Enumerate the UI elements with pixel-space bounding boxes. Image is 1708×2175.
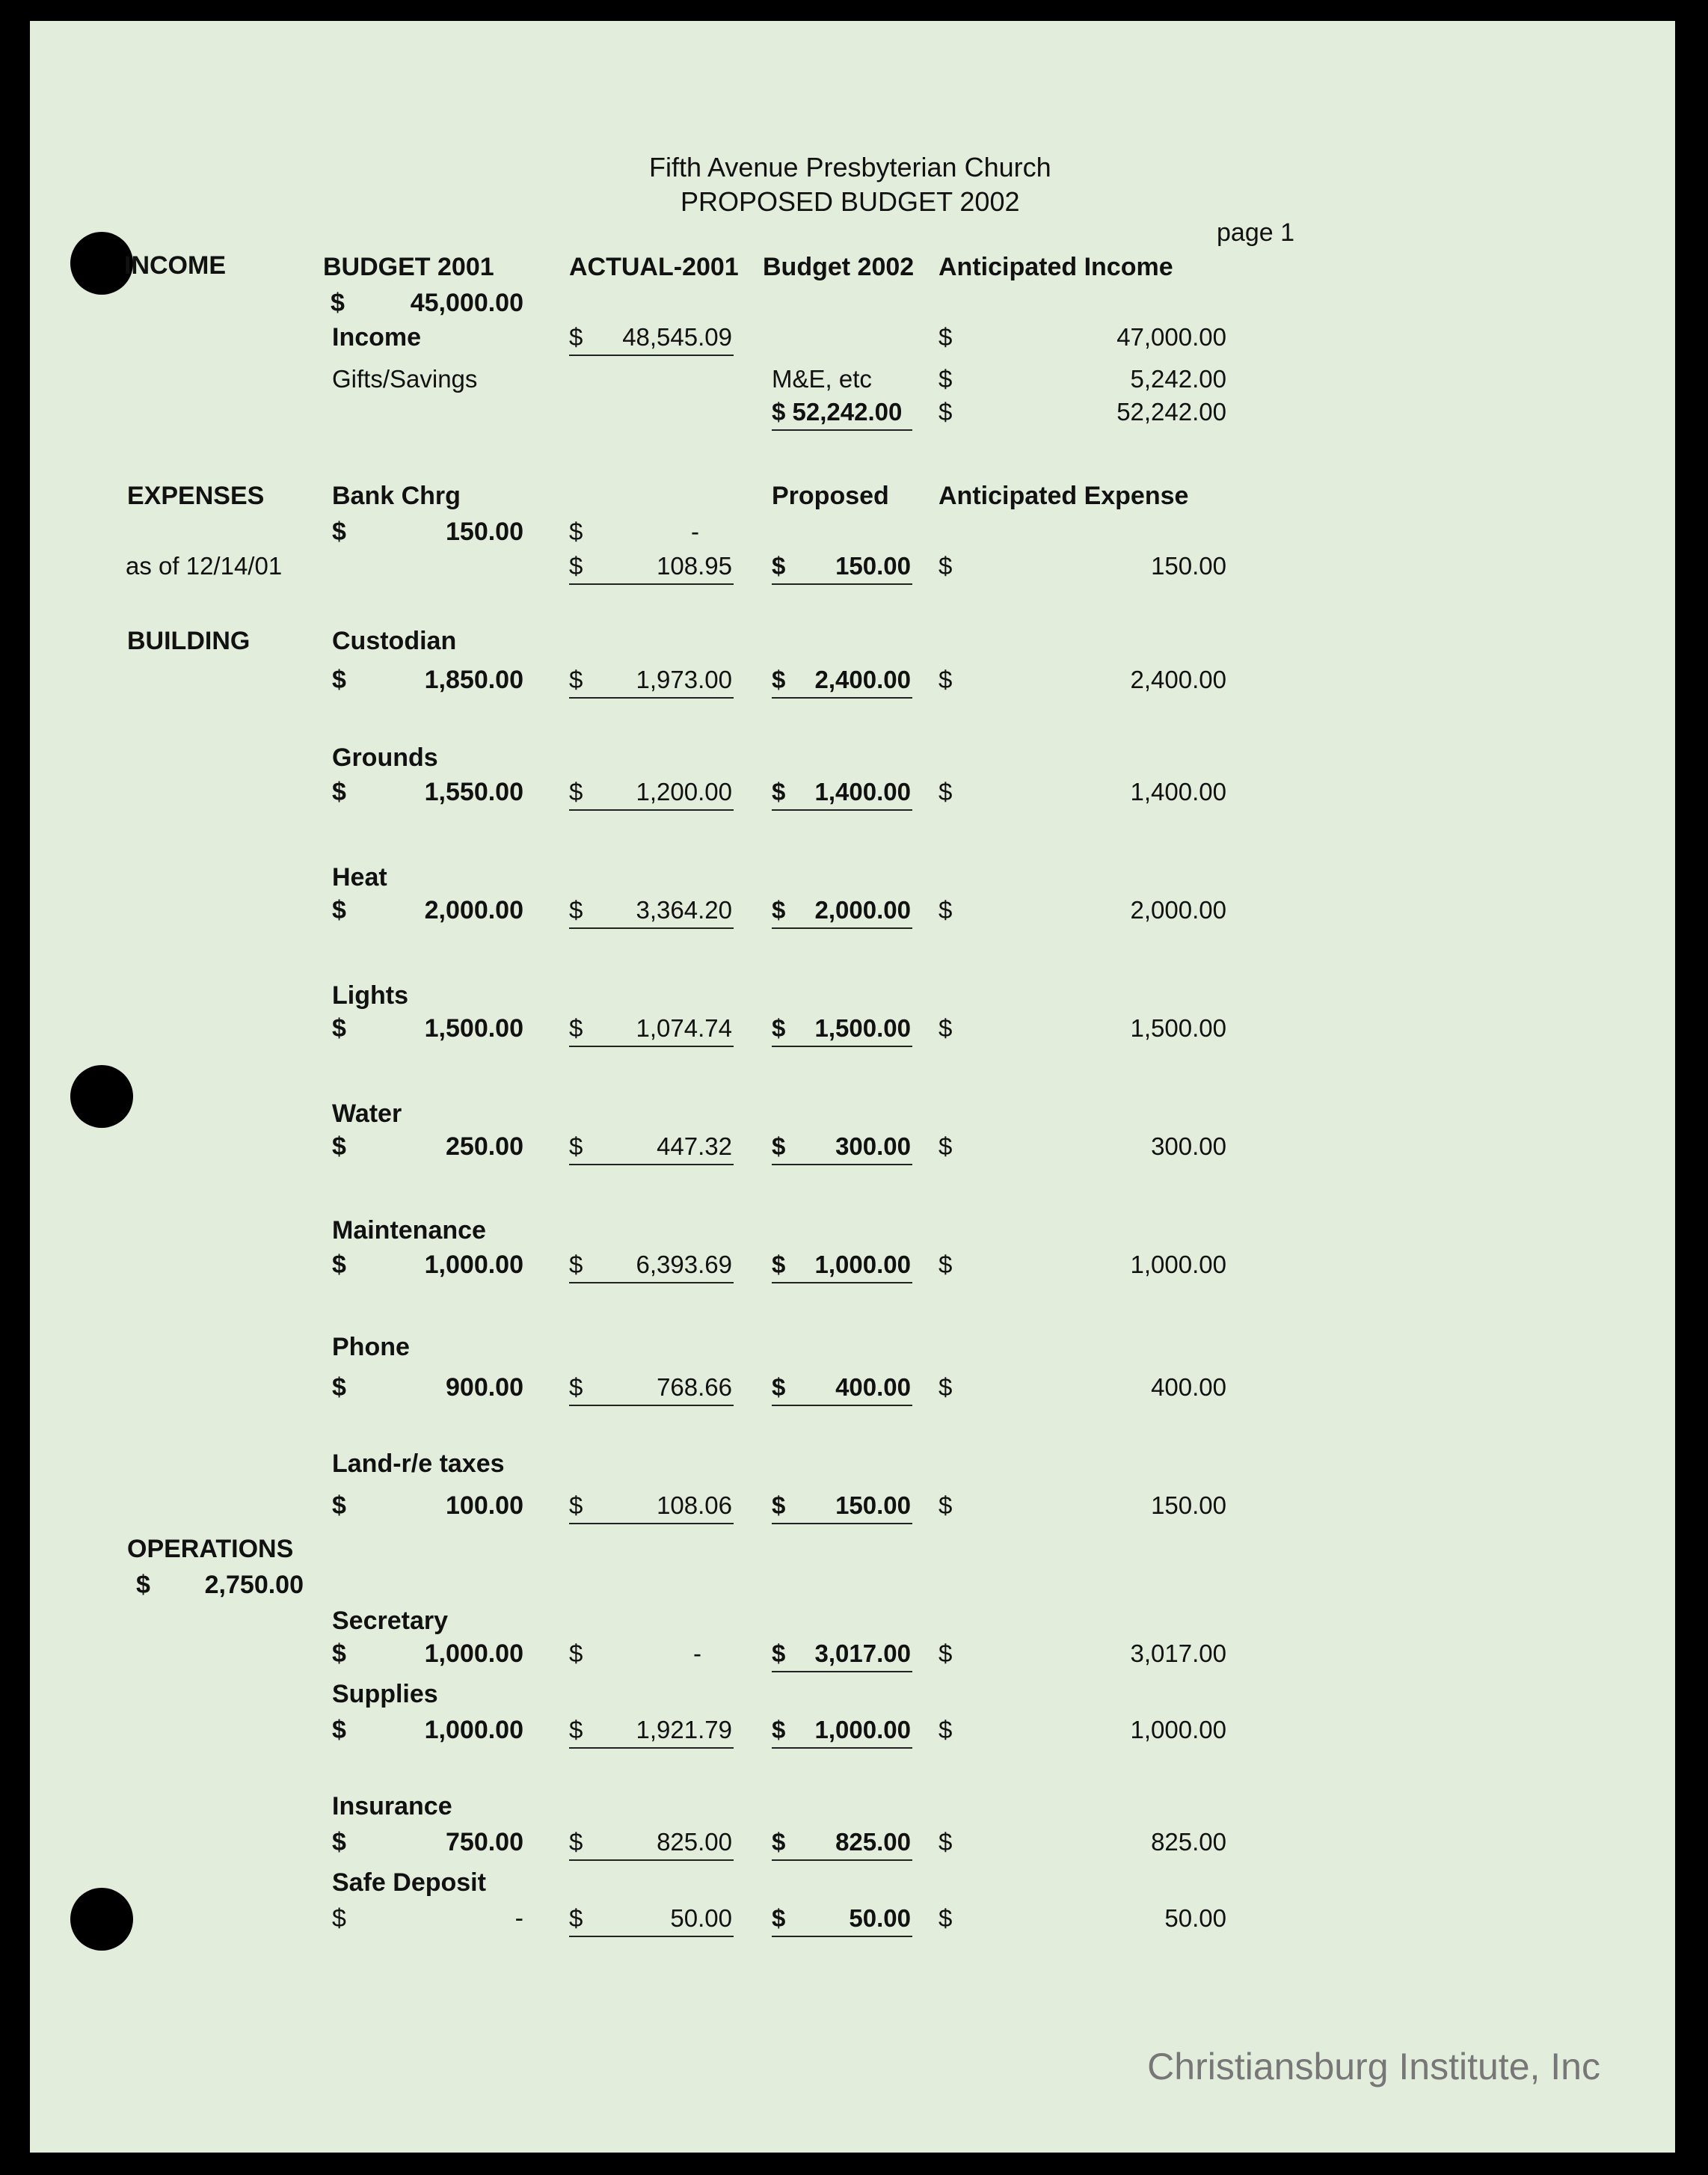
bank-actual-dash: - [691, 518, 699, 545]
income-budget-2001-value: 45,000.00 [410, 289, 523, 317]
lights-label: Lights [332, 981, 408, 1010]
heat-budget-2001-value: 2,000.00 [424, 896, 523, 924]
land-r-e-taxes-anticipated-value: 150.00 [1151, 1491, 1226, 1519]
bank-anticipated-value: 150.00 [1151, 552, 1226, 580]
heat-actual-2001-value: 3,364.20 [636, 896, 732, 924]
supplies-budget-2001-value: 1,000.00 [424, 1716, 523, 1744]
safe-deposit-budget-2001-value: - [514, 1904, 523, 1933]
water-actual-2001-dollar: $ [569, 1132, 583, 1160]
income-actual-cell [569, 323, 734, 356]
secretary-budget-2001-value: 1,000.00 [424, 1639, 523, 1668]
custodian-anticipated-dollar: $ [939, 666, 953, 693]
secretary-budget-2002-dollar: $ [772, 1639, 786, 1667]
bank-actual-dollar-top: $ [569, 518, 583, 545]
lights-anticipated-value: 1,500.00 [1130, 1014, 1226, 1042]
bank-actual-dollar: $ [569, 552, 583, 580]
heat-budget-2001-dollar: $ [332, 896, 346, 924]
water-budget-2002-cell [772, 1132, 912, 1165]
water-budget-2002-dollar: $ [772, 1132, 786, 1160]
lights-actual-2001-cell [569, 1014, 734, 1047]
water-actual-2001-cell [569, 1132, 734, 1165]
bank-proposed-cell [772, 552, 912, 585]
col-header-budget-2001: BUDGET 2001 [323, 253, 494, 281]
bank-proposed-value: 150.00 [835, 552, 911, 580]
maintenance-anticipated-value: 1,000.00 [1130, 1251, 1226, 1278]
safe-deposit-anticipated-dollar: $ [939, 1904, 953, 1932]
bank-actual-cell [569, 552, 734, 585]
secretary-actual-2001-value: - [693, 1639, 701, 1667]
income-total-budget: $ 52,242.00 [772, 398, 903, 426]
insurance-budget-2002-dollar: $ [772, 1828, 786, 1856]
heat-budget-2002-value: 2,000.00 [814, 896, 911, 924]
insurance-label: Insurance [332, 1792, 452, 1820]
insurance-budget-2002-cell [772, 1828, 912, 1861]
insurance-budget-2002-value: 825.00 [835, 1828, 911, 1856]
lights-budget-2002-value: 1,500.00 [814, 1014, 911, 1042]
land-r-e-taxes-budget-2001-value: 100.00 [446, 1491, 523, 1520]
safe-deposit-budget-2002-cell [772, 1904, 912, 1937]
page-number: page 1 [1217, 218, 1294, 247]
phone-budget-2002-dollar: $ [772, 1373, 786, 1401]
custodian-label: Custodian [332, 627, 457, 655]
income-budget-dollar: $ [331, 289, 345, 317]
safe-deposit-budget-2002-value: 50.00 [849, 1904, 911, 1932]
supplies-budget-2002-value: 1,000.00 [814, 1716, 911, 1743]
gifts-savings-label: Gifts/Savings [332, 365, 478, 393]
supplies-budget-2002-dollar: $ [772, 1716, 786, 1743]
insurance-actual-2001-cell [569, 1828, 734, 1861]
heat-actual-2001-dollar: $ [569, 896, 583, 924]
water-budget-2001-dollar: $ [332, 1132, 346, 1161]
grounds-anticipated-dollar: $ [939, 778, 953, 806]
anticipated-expense-col-header: Anticipated Expense [939, 482, 1189, 510]
secretary-budget-2001-dollar: $ [332, 1639, 346, 1668]
operations-total-dollar: $ [136, 1571, 150, 1599]
supplies-actual-2001-cell [569, 1716, 734, 1749]
income-actual-dollar: $ [569, 323, 583, 351]
grounds-budget-2001-value: 1,550.00 [424, 778, 523, 806]
bank-actual-value: 108.95 [657, 552, 732, 580]
income-total-anticipated-dollar: $ [939, 398, 953, 426]
maintenance-actual-2001-value: 6,393.69 [636, 1251, 732, 1278]
water-label: Water [332, 1099, 402, 1128]
supplies-budget-2001-dollar: $ [332, 1716, 346, 1744]
col-header-anticipated-income: Anticipated Income [939, 253, 1173, 281]
safe-deposit-actual-2001-cell [569, 1904, 734, 1937]
lights-budget-2002-dollar: $ [772, 1014, 786, 1042]
binder-hole-middle [70, 1065, 133, 1128]
income-anticipated-dollar: $ [939, 323, 953, 351]
building-section-label: BUILDING [127, 627, 251, 655]
phone-label: Phone [332, 1333, 410, 1361]
secretary-actual-2001-cell [569, 1639, 734, 1668]
custodian-budget-2002-dollar: $ [772, 666, 786, 693]
maintenance-budget-2001-value: 1,000.00 [424, 1251, 523, 1279]
col-header-actual-2001: ACTUAL-2001 [569, 253, 739, 281]
phone-actual-2001-cell [569, 1373, 734, 1406]
bank-anticipated-dollar: $ [939, 552, 953, 580]
water-budget-2002-value: 300.00 [835, 1132, 911, 1160]
maintenance-actual-2001-cell [569, 1251, 734, 1283]
grounds-budget-2002-value: 1,400.00 [814, 778, 911, 806]
supplies-actual-2001-dollar: $ [569, 1716, 583, 1743]
bank-budget-value: 150.00 [446, 518, 523, 546]
grounds-anticipated-value: 1,400.00 [1130, 778, 1226, 806]
insurance-budget-2001-value: 750.00 [446, 1828, 523, 1856]
water-budget-2001-value: 250.00 [446, 1132, 523, 1161]
heat-budget-2002-cell [772, 896, 912, 929]
secretary-budget-2002-value: 3,017.00 [814, 1639, 911, 1667]
budget-document [30, 21, 1675, 2153]
custodian-actual-2001-value: 1,973.00 [636, 666, 732, 693]
heat-anticipated-value: 2,000.00 [1130, 896, 1226, 924]
grounds-label: Grounds [332, 743, 438, 772]
custodian-budget-2001-dollar: $ [332, 666, 346, 694]
safe-deposit-label: Safe Deposit [332, 1868, 486, 1897]
supplies-actual-2001-value: 1,921.79 [636, 1716, 732, 1743]
grounds-actual-2001-dollar: $ [569, 778, 583, 806]
grounds-actual-2001-cell [569, 778, 734, 811]
income-actual-value: 48,545.09 [622, 323, 732, 351]
land-r-e-taxes-budget-2002-dollar: $ [772, 1491, 786, 1519]
bank-charge-label: Bank Chrg [332, 482, 461, 510]
maintenance-label: Maintenance [332, 1216, 486, 1245]
grounds-actual-2001-value: 1,200.00 [636, 778, 732, 806]
water-actual-2001-value: 447.32 [657, 1132, 732, 1160]
grounds-budget-2001-dollar: $ [332, 778, 346, 806]
gifts-anticipated-dollar: $ [939, 365, 953, 393]
land-r-e-taxes-label: Land-r/e taxes [332, 1450, 505, 1478]
heat-actual-2001-cell [569, 896, 734, 929]
safe-deposit-budget-2001-dollar: $ [332, 1904, 346, 1933]
insurance-actual-2001-value: 825.00 [657, 1828, 732, 1856]
grounds-budget-2002-dollar: $ [772, 778, 786, 806]
heat-anticipated-dollar: $ [939, 896, 953, 924]
phone-actual-2001-value: 768.66 [657, 1373, 732, 1401]
maintenance-budget-2002-dollar: $ [772, 1251, 786, 1278]
land-r-e-taxes-actual-2001-cell [569, 1491, 734, 1524]
watermark: Christiansburg Institute, Inc [1147, 2046, 1600, 2087]
maintenance-budget-2001-dollar: $ [332, 1251, 346, 1279]
secretary-budget-2002-cell [772, 1639, 912, 1672]
operations-section-label: OPERATIONS [127, 1535, 294, 1563]
custodian-anticipated-value: 2,400.00 [1130, 666, 1226, 693]
document-subtitle: PROPOSED BUDGET 2002 [681, 186, 1020, 217]
water-anticipated-dollar: $ [939, 1132, 953, 1160]
custodian-budget-2001-value: 1,850.00 [424, 666, 523, 694]
phone-anticipated-dollar: $ [939, 1373, 953, 1401]
income-row-label: Income [332, 323, 422, 352]
land-r-e-taxes-anticipated-dollar: $ [939, 1491, 953, 1519]
supplies-budget-2002-cell [772, 1716, 912, 1749]
income-total-anticipated-value: 52,242.00 [1116, 398, 1226, 426]
lights-budget-2001-dollar: $ [332, 1014, 346, 1043]
maintenance-budget-2002-cell [772, 1251, 912, 1283]
insurance-anticipated-dollar: $ [939, 1828, 953, 1856]
bank-budget-dollar: $ [332, 518, 346, 546]
lights-actual-2001-dollar: $ [569, 1014, 583, 1042]
binder-hole-bottom [70, 1888, 133, 1951]
secretary-actual-2001-dollar: $ [569, 1639, 583, 1667]
custodian-budget-2002-cell [772, 666, 912, 699]
lights-anticipated-dollar: $ [939, 1014, 953, 1042]
phone-budget-2002-value: 400.00 [835, 1373, 911, 1401]
insurance-actual-2001-dollar: $ [569, 1828, 583, 1856]
safe-deposit-actual-2001-value: 50.00 [670, 1904, 732, 1932]
maintenance-anticipated-dollar: $ [939, 1251, 953, 1278]
custodian-actual-2001-cell [569, 666, 734, 699]
custodian-actual-2001-dollar: $ [569, 666, 583, 693]
proposed-col-header: Proposed [772, 482, 889, 510]
supplies-anticipated-dollar: $ [939, 1716, 953, 1743]
expenses-section-label: EXPENSES [127, 482, 265, 510]
land-r-e-taxes-actual-2001-dollar: $ [569, 1491, 583, 1519]
phone-actual-2001-dollar: $ [569, 1373, 583, 1401]
gifts-anticipated-value: 5,242.00 [1130, 365, 1226, 393]
heat-budget-2002-dollar: $ [772, 896, 786, 924]
land-r-e-taxes-actual-2001-value: 108.06 [657, 1491, 732, 1519]
me-etc-label: M&E, etc [772, 365, 872, 393]
phone-anticipated-value: 400.00 [1151, 1373, 1226, 1401]
phone-budget-2001-value: 900.00 [446, 1373, 523, 1402]
supplies-anticipated-value: 1,000.00 [1130, 1716, 1226, 1743]
income-total-budget-cell [772, 398, 912, 431]
lights-budget-2002-cell [772, 1014, 912, 1047]
secretary-anticipated-dollar: $ [939, 1639, 953, 1667]
bank-proposed-dollar: $ [772, 552, 786, 580]
supplies-label: Supplies [332, 1680, 438, 1708]
operations-total-value: 2,750.00 [204, 1571, 304, 1599]
lights-budget-2001-value: 1,500.00 [424, 1014, 523, 1043]
document-title: Fifth Avenue Presbyterian Church [649, 152, 1051, 182]
land-r-e-taxes-budget-2002-cell [772, 1491, 912, 1524]
insurance-budget-2001-dollar: $ [332, 1828, 346, 1856]
expenses-as-of-date: as of 12/14/01 [126, 552, 283, 580]
insurance-anticipated-value: 825.00 [1151, 1828, 1226, 1856]
secretary-label: Secretary [332, 1607, 449, 1635]
custodian-budget-2002-value: 2,400.00 [814, 666, 911, 693]
maintenance-actual-2001-dollar: $ [569, 1251, 583, 1278]
lights-actual-2001-value: 1,074.74 [636, 1014, 732, 1042]
maintenance-budget-2002-value: 1,000.00 [814, 1251, 911, 1278]
income-anticipated-value: 47,000.00 [1116, 323, 1226, 351]
heat-label: Heat [332, 863, 387, 892]
water-anticipated-value: 300.00 [1151, 1132, 1226, 1160]
col-header-budget-2002: Budget 2002 [763, 253, 915, 281]
phone-budget-2002-cell [772, 1373, 912, 1406]
grounds-budget-2002-cell [772, 778, 912, 811]
safe-deposit-budget-2002-dollar: $ [772, 1904, 786, 1932]
land-r-e-taxes-budget-2001-dollar: $ [332, 1491, 346, 1520]
phone-budget-2001-dollar: $ [332, 1373, 346, 1402]
safe-deposit-actual-2001-dollar: $ [569, 1904, 583, 1932]
income-section-label: INCOME [124, 251, 226, 280]
safe-deposit-anticipated-value: 50.00 [1164, 1904, 1226, 1932]
secretary-anticipated-value: 3,017.00 [1130, 1639, 1226, 1667]
land-r-e-taxes-budget-2002-value: 150.00 [835, 1491, 911, 1519]
